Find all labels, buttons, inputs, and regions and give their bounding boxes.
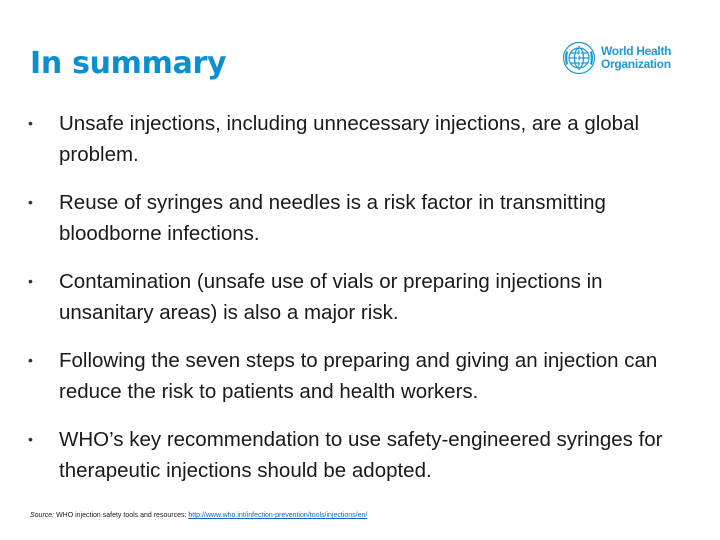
logo-line-1: World Health xyxy=(601,44,672,58)
logo-text xyxy=(601,45,671,71)
source-link[interactable]: http://www.who.int/infection-prevention/tools/injections/en/ xyxy=(188,512,368,519)
bullet-item xyxy=(28,108,698,170)
who-emblem-icon xyxy=(562,41,596,75)
source-label: Source: xyxy=(30,512,55,519)
bullet-marker: • xyxy=(28,352,33,368)
bullet-item xyxy=(28,424,698,486)
bullet-list xyxy=(28,108,698,503)
bullet-text: Reuse of syringes and needles is a risk factor in transmitting bloodborne infections. xyxy=(59,191,606,245)
bullet-marker: • xyxy=(28,431,33,447)
bullet-text: Contamination (unsafe use of vials or preparing injections in unsanitary areas) is also a major risk. xyxy=(59,270,603,324)
source-note xyxy=(30,512,367,519)
bullet-marker: • xyxy=(28,115,33,131)
bullet-marker: • xyxy=(28,194,33,210)
bullet-marker: • xyxy=(28,273,33,289)
source-text: WHO injection safety tools and resources: xyxy=(54,512,189,519)
logo-line-2: Organization xyxy=(601,57,671,71)
who-logo xyxy=(562,40,692,76)
bullet-item xyxy=(28,266,698,328)
slide-title: In summary xyxy=(30,46,227,81)
bullet-item xyxy=(28,187,698,249)
bullet-text: Following the seven steps to preparing and giving an injection can reduce the risk to patients and health workers. xyxy=(59,349,658,403)
bullet-text: Unsafe injections, including unnecessary injections, are a global problem. xyxy=(59,112,640,166)
bullet-item xyxy=(28,345,698,407)
bullet-text: WHO’s key recommendation to use safety-engineered syringes for therapeutic injections should be adopted. xyxy=(59,428,663,482)
